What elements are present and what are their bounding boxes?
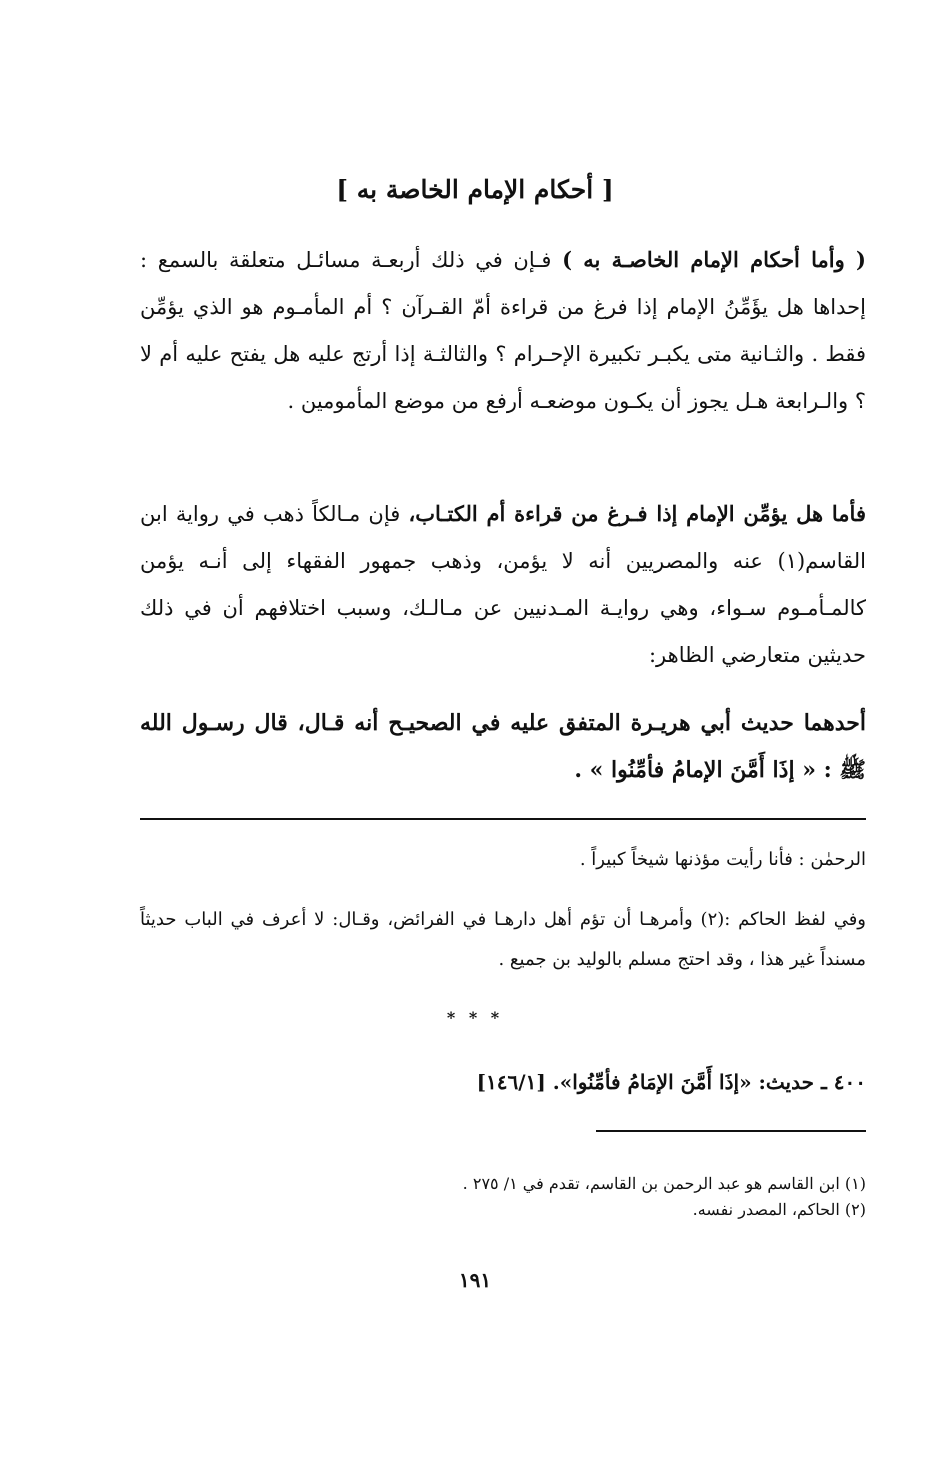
paragraph-issues	[140, 236, 866, 425]
hadith-reference: ٤٠٠ ـ حديث: «إذَا أَمَّنَ الإمَامُ فأمِّنُوا». [١٤٦/١]	[476, 1070, 866, 1094]
paragraph-lead: فأما هل يؤمِّن الإمام إذا فـرغ من قراءة أم الكتـاب،	[408, 501, 866, 526]
paragraph-imam-amen	[140, 490, 866, 679]
margin-note: الرحمٰن : فأنا رأيت مؤذنها شيخاً كبيراً .	[579, 849, 866, 870]
paragraph-text: فـإن في ذلك أربعـة مسائـل متعلقة بالسمع : إحداها هل يؤَمِّنُ الإمام إذا فرغ من قراءة أمّ القـرآن ؟ أم المأمـوم هو الذي يؤمِّن فقط . والثـانية متى يكبـر تكبيرة الإحـرام ؟ والثالثـة إذا أرتج عليه هل يفتح عليه أم لا ؟ والـرابعة هـل يجوز أن يكـون موضعـه أرفع من موضع المأمومين .	[140, 248, 866, 413]
page-number: ١٩١	[458, 1268, 492, 1292]
footnote-divider	[596, 1130, 866, 1132]
paragraph-lead: ( وأما أحكام الإمام الخاصـة به )	[562, 247, 866, 272]
paragraph-hadith-abu-hurayra	[140, 700, 866, 794]
footnote: (٢) الحاكم، المصدر نفسه.	[692, 1200, 866, 1219]
paragraph-text: أحدهما حديث أبي هريـرة المتفق عليه في الصحيـح أنه قـال، قال رسـول الله ﷺ : « إذَا أَمَّنَ الإمامُ فأمِّنُوا » .	[140, 710, 866, 783]
footnote: (١) ابن القاسم هو عبد الرحمن بن القاسم، تقدم في ١/ ٢٧٥ .	[462, 1174, 866, 1193]
section-heading: [ أحكام الإمام الخاصة به ]	[336, 175, 614, 204]
paragraph-text: فإن مـالكاً ذهب في رواية ابن القاسم(١) عنه والمصريين أنه لا يؤمن، وذهب جمهور الفقهاء إلى أنـه يؤمن كالمـأمـوم سـواء، وهي روايـة المـدنيين عن مـالـك، وسبب اختلافهم أن في ذلك حديثين متعارضي الظاهر:	[140, 502, 866, 667]
section-divider	[140, 818, 866, 820]
margin-note: وفي لفظ الحاكم :(٢) وأمرهـا أن تؤم أهل دارهـا في الفرائض، وقـال: لا أعرف في الباب حديثاً مسنداً غير هذا ، وقد احتج مسلم بالوليد بن جميع .	[140, 909, 866, 970]
star-separator: * * *	[446, 1008, 504, 1027]
